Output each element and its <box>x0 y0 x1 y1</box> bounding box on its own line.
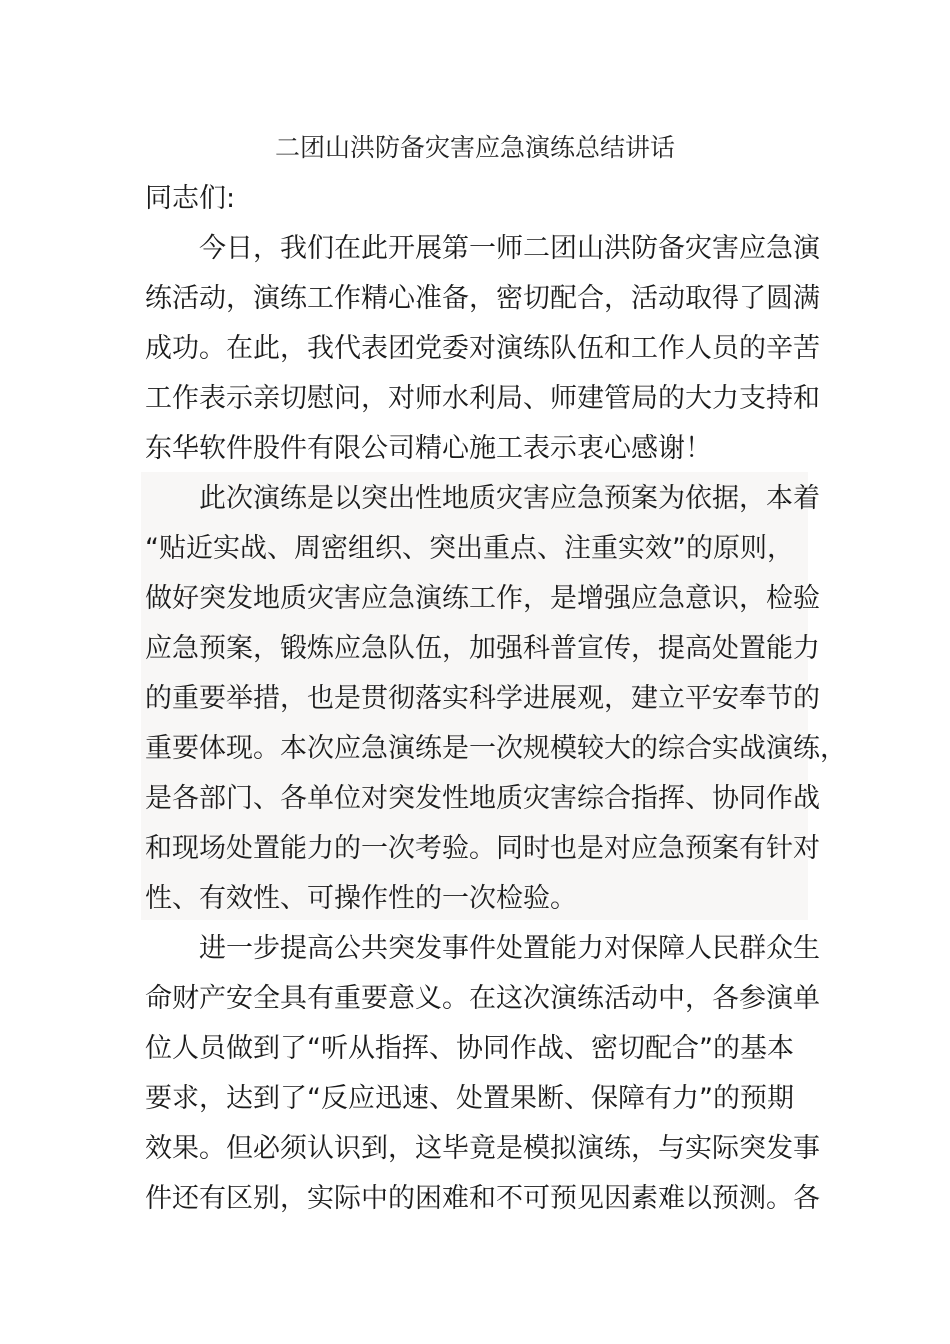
paragraph-line: 做好突发地质灾害应急演练工作，是增强应急意识，检验 <box>145 583 820 614</box>
paragraph-line: 应急预案，锻炼应急队伍，加强科普宣传，提高处置能力 <box>145 633 820 664</box>
salutation: 同志们: <box>145 183 236 214</box>
paragraph-line: “贴近实战、周密组织、突出重点、注重实效”的原则， <box>145 533 794 564</box>
paragraph-line: 成功。在此，我代表团党委对演练队伍和工作人员的辛苦 <box>145 333 820 364</box>
paragraph-line: 此次演练是以突出性地质灾害应急预案为依据，本着 <box>145 483 820 514</box>
paragraph-line: 重要体现。本次应急演练是一次规模较大的综合实战演练， <box>145 733 847 764</box>
paragraph-line: 练活动，演练工作精心准备，密切配合，活动取得了圆满 <box>145 283 820 314</box>
paragraph-line: 的重要举措，也是贯彻落实科学进展观，建立平安奉节的 <box>145 683 820 714</box>
paragraph-line: 命财产安全具有重要意义。在这次演练活动中，各参演单 <box>145 983 820 1014</box>
document-title: 二团山洪防备灾害应急演练总结讲话 <box>274 133 675 162</box>
paragraph-line: 进一步提高公共突发事件处置能力对保障人民群众生 <box>145 933 820 964</box>
paragraph-line: 是各部门、各单位对突发性地质灾害综合指挥、协同作战 <box>145 783 820 814</box>
paragraph-line: 东华软件股件有限公司精心施工表示衷心感谢！ <box>145 433 712 464</box>
paragraph-line: 效果。但必须认识到，这毕竟是模拟演练，与实际突发事 <box>145 1133 820 1164</box>
paragraph-line: 和现场处置能力的一次考验。同时也是对应急预案有针对 <box>145 833 820 864</box>
paragraph-line: 工作表示亲切慰问，对师水利局、师建管局的大力支持和 <box>145 383 820 414</box>
paragraph-line: 位人员做到了“听从指挥、协同作战、密切配合”的基本 <box>145 1033 794 1064</box>
paragraph-line: 要求，达到了“反应迅速、处置果断、保障有力”的预期 <box>145 1083 794 1114</box>
paragraph-line: 今日，我们在此开展第一师二团山洪防备灾害应急演 <box>145 233 820 264</box>
paragraph-line: 件还有区别，实际中的困难和不可预见因素难以预测。各 <box>145 1183 820 1214</box>
paragraph-line: 性、有效性、可操作性的一次检验。 <box>145 883 577 914</box>
